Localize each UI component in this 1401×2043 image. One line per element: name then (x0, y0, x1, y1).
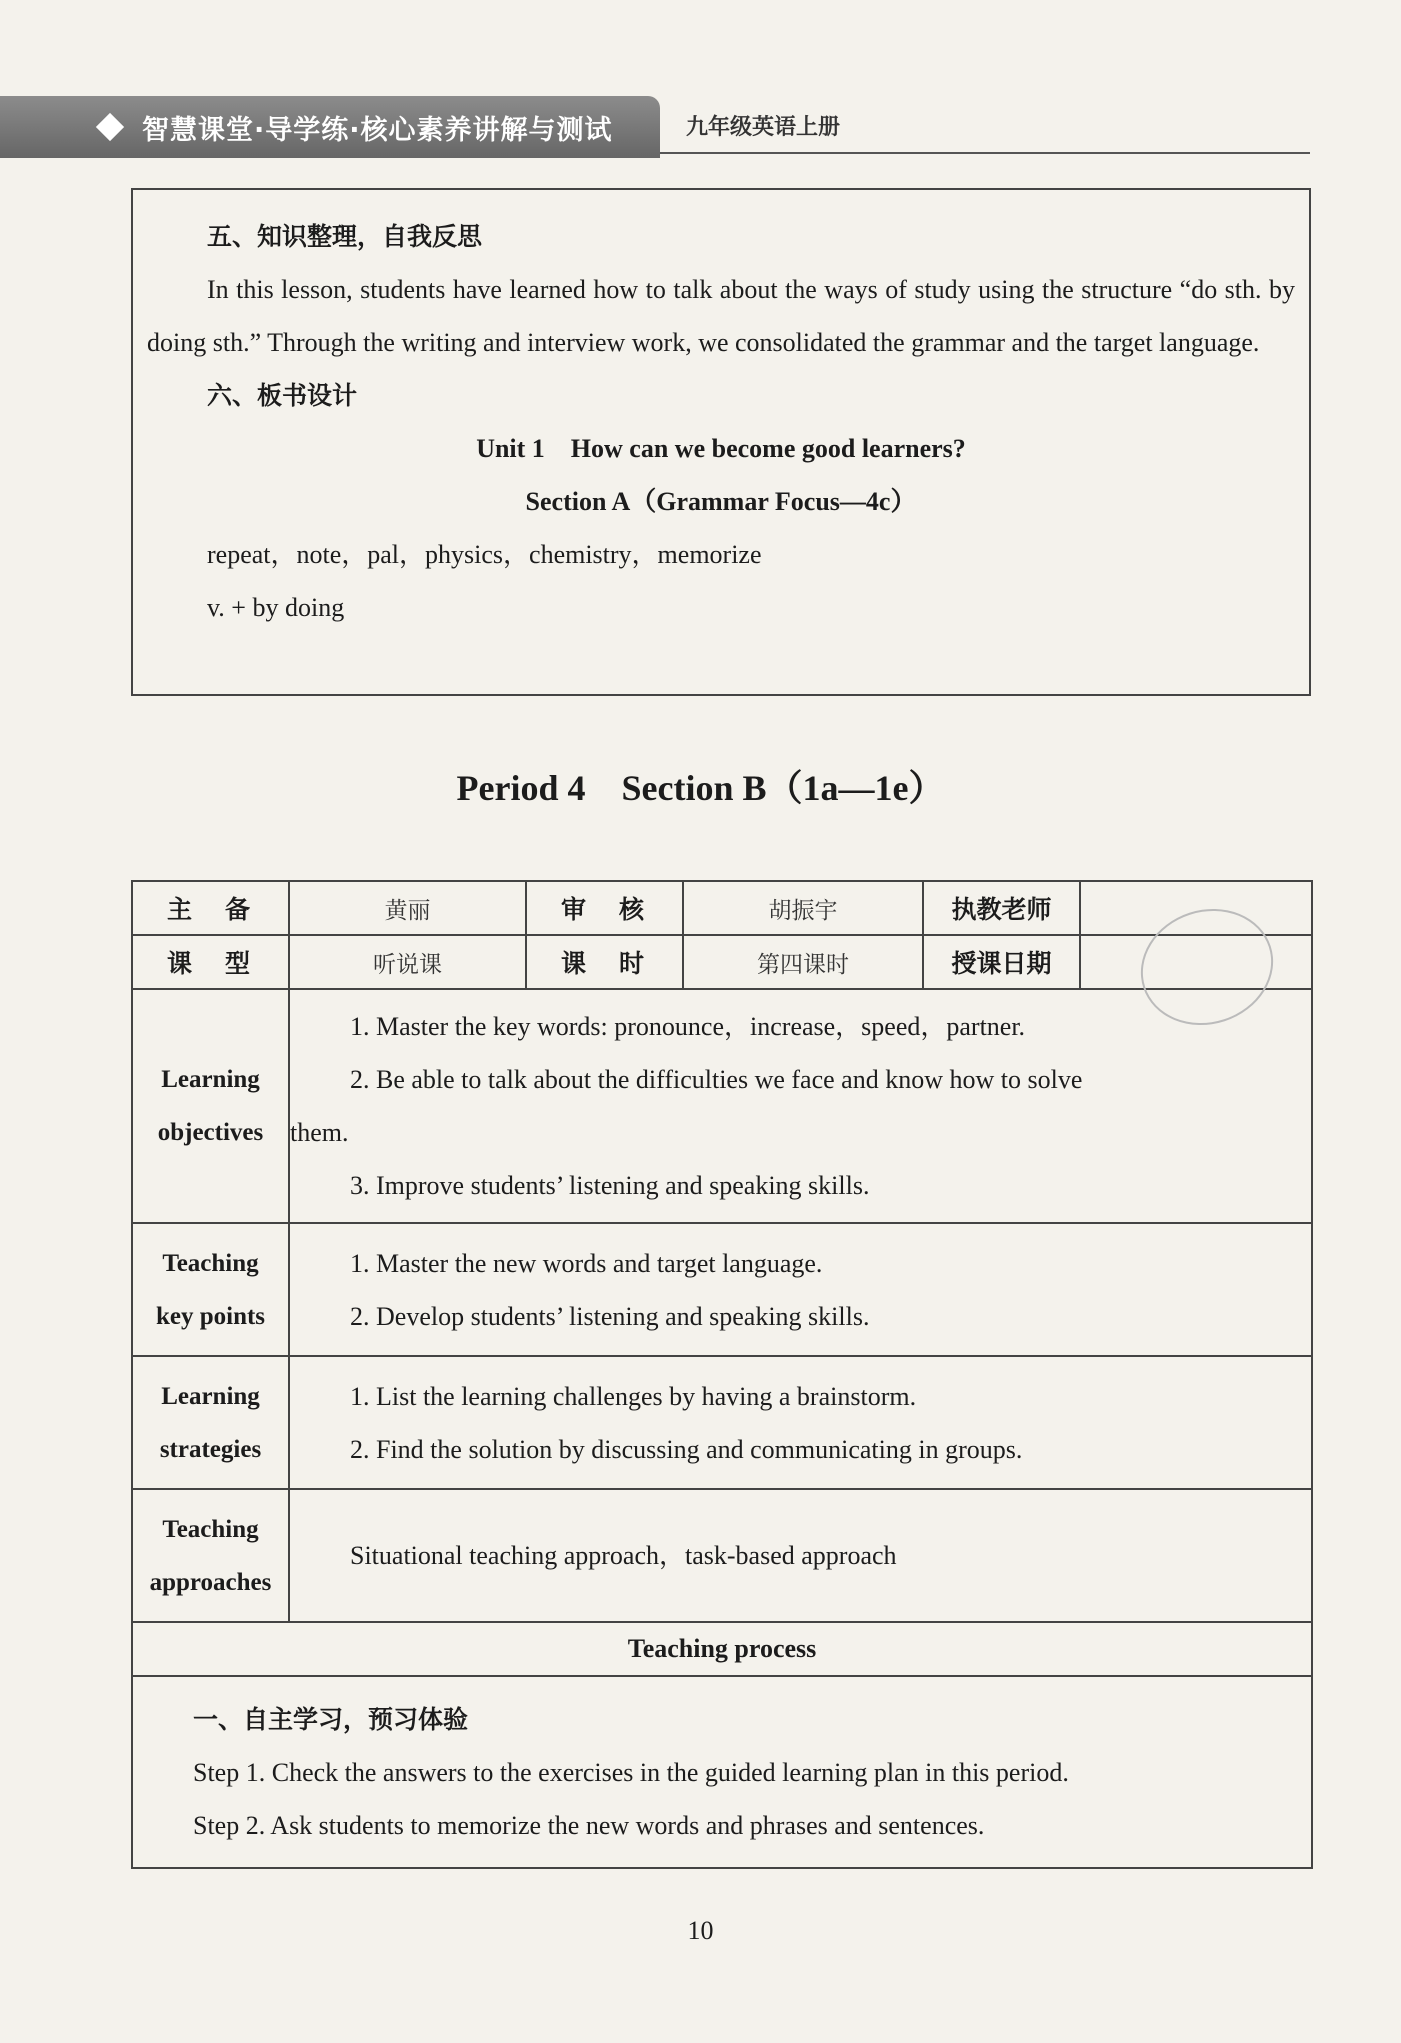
preparer-value: 黄丽 (289, 881, 526, 935)
board-heading: 六、板书设计 (207, 381, 358, 410)
approaches-content (289, 1489, 1312, 1622)
objectives-label (132, 989, 289, 1223)
reviewer-value: 胡振宇 (683, 881, 923, 935)
strategy-item-1: 1. List the learning challenges by having a brainstorm. (350, 1381, 917, 1411)
period-label: 课 时 (526, 935, 683, 989)
approaches-label-line-1: Teaching (162, 1515, 259, 1543)
strategies-content (289, 1356, 1312, 1489)
header-banner (0, 96, 660, 158)
strategies-label-line-2: strategies (159, 1435, 262, 1463)
info-row-1 (132, 881, 1312, 935)
objective-item-2: 2. Be able to talk about the difficulties we face and know how to solve (350, 1065, 1083, 1094)
strategy-item-2: 2. Find the solution by discussing and communicating in groups. (350, 1434, 1023, 1464)
period-value: 第四课时 (683, 935, 923, 989)
approaches-label-line-2: approaches (149, 1568, 272, 1596)
header-rule (660, 152, 1310, 154)
teacher-label: 执教老师 (923, 881, 1080, 935)
strategies-label (132, 1356, 289, 1489)
process-step-2: Step 2. Ask students to memorize the new words and phrases and sentences. (193, 1810, 985, 1840)
reflection-text: In this lesson, students have learned how to talk about the ways of study using the structure “do sth. by doing sth.” Through the writing and interview work, we consolidated the grammar and the target language. (147, 275, 1295, 357)
objectives-row (132, 989, 1312, 1223)
board-section: Section A（Grammar Focus—4c） (525, 487, 917, 516)
series-title: 智慧课堂·导学练·核心素养讲解与测试 (142, 114, 613, 146)
process-content (132, 1676, 1312, 1868)
key-point-item-2: 2. Develop students’ listening and speaking skills. (350, 1301, 870, 1331)
period-title: Period 4 Section B（1a—1e） (456, 768, 945, 808)
date-label: 授课日期 (923, 935, 1080, 989)
objectives-content (289, 989, 1312, 1223)
objective-item-2-continued: them. (290, 1118, 349, 1147)
board-structure: v. + by doing (207, 593, 345, 622)
key-point-item-1: 1. Master the new words and target language. (350, 1248, 823, 1278)
process-subheading: 一、自主学习，预习体验 (193, 1704, 469, 1734)
key-points-label-line-1: Teaching (162, 1249, 259, 1277)
summary-box (131, 188, 1311, 696)
key-points-content (289, 1223, 1312, 1356)
strategies-row (132, 1356, 1312, 1489)
info-row-2 (132, 935, 1312, 989)
process-content-row (132, 1676, 1312, 1868)
preparer-label: 主 备 (132, 881, 289, 935)
objective-item-1: 1. Master the key words: pronounce，increase，speed，partner. (350, 1012, 1026, 1041)
approaches-row (132, 1489, 1312, 1622)
process-heading-row (132, 1622, 1312, 1676)
page-number: 10 (687, 1916, 714, 1945)
key-points-row (132, 1223, 1312, 1356)
objectives-label-line-2: objectives (157, 1119, 264, 1146)
type-value: 听说课 (289, 935, 526, 989)
lesson-plan-table (131, 880, 1313, 1869)
key-points-label (132, 1223, 289, 1356)
process-step-1: Step 1. Check the answers to the exercises in the guided learning plan in this period. (193, 1757, 1069, 1787)
key-points-label-line-2: key points (155, 1302, 266, 1330)
diamond-icon (96, 113, 124, 141)
objective-item-3: 3. Improve students’ listening and speaking skills. (350, 1171, 870, 1200)
approaches-text: Situational teaching approach，task-based approach (350, 1541, 897, 1570)
objectives-label-line-1: Learning (161, 1066, 260, 1093)
board-unit: Unit 1 How can we become good learners? (476, 434, 966, 463)
approaches-label (132, 1489, 289, 1622)
type-label: 课 型 (132, 935, 289, 989)
process-heading: Teaching process (132, 1622, 1312, 1676)
board-words: repeat，note，pal，physics，chemistry，memorize (207, 540, 762, 569)
reviewer-label: 审 核 (526, 881, 683, 935)
reflection-heading: 五、知识整理，自我反思 (207, 222, 483, 251)
book-title: 九年级英语上册 (686, 115, 841, 140)
strategies-label-line-1: Learning (161, 1382, 260, 1410)
